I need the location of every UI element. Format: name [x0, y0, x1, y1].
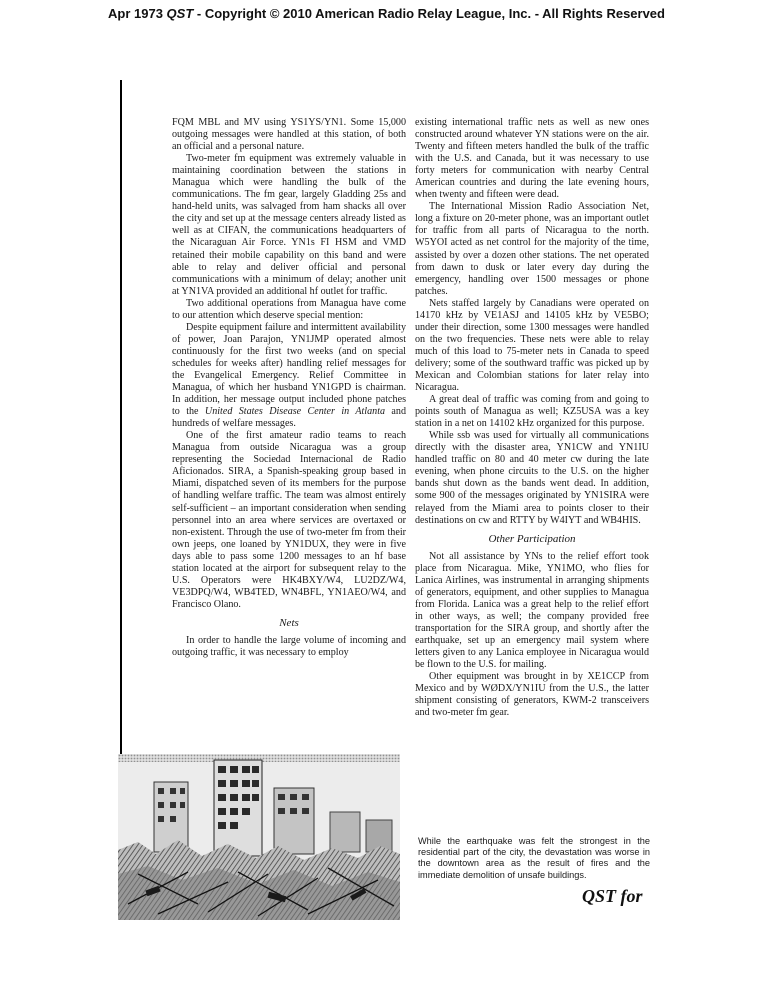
footer-magazine: QST — [582, 886, 617, 906]
banner-magazine: QST — [166, 6, 194, 21]
article-column-left — [172, 117, 406, 702]
paragraph: Two additional operations from Managua have come to our attention which deserve special mention: — [172, 297, 406, 321]
paragraph: In order to handle the large volume of incoming and outgoing traffic, it was necessary to employ — [172, 634, 406, 659]
paragraph: While ssb was used for virtually all communications directly with the disaster area, YN1CW and YN1IU handled traffic on 80 and 40 meter cw during the late evening, when phone circuits to the U.S. on the higher bands shut down as the bands went dead. In addition, some 900 of the messages originated by YN1SIRA were relayed from the Miami area to points closer to their destinations on cw and RTTY by W4IYT and WB4HIS. — [415, 430, 649, 526]
banner-date: Apr 1973 — [108, 6, 163, 21]
footer-running-title — [582, 886, 643, 907]
paragraph: Two-meter fm equipment was extremely valuable in maintaining coordination between the stations in Managua which were handling the bulk of the communications. The fm gear, largely Gladding 25s and hand-held units, was salvaged from ham shacks all over the city and set up at the message centers already listed as well as at CIFAN, the communications headquarters of the Nicaraguan Air Force. YN1s FI HSM and VMD retained their mobile capability on this band and were able to relay and deliver official and personal communications with a minimum of delay; another unit at YN1VA provided an additional hf outlet for traffic. — [172, 153, 406, 297]
paragraph-text: Despite equipment failure and intermittent availability of power, Joan Parajon, YN1JMP operated almost continuously for the first two weeks (and on special schedules for weeks after) handling relief messages for the Evangelical Emergency. Relief Committee in Managua, of which her husband YN1GPD is chairman. In addition, her message output included phone patches to the — [172, 321, 406, 418]
section-heading-nets: Nets — [279, 616, 299, 629]
paragraph-italic-text: United States Disease Center in Atlanta — [204, 406, 386, 418]
paragraph — [172, 322, 406, 430]
footer-suffix: for — [620, 886, 643, 906]
paragraph: FQM MBL and MV using YS1YS/YN1. Some 15,000 outgoing messages were handled at this station, of both an official and a personal nature. — [172, 117, 406, 153]
earthquake-photo — [118, 754, 400, 920]
photo-caption: While the earthquake was felt the strongest in the residential part of the city, the devastation was worse in the downtown area as the result of fires and the immediate demolition of unsafe buildings. — [418, 836, 650, 880]
paragraph: Not all assistance by YNs to the relief effort took place from Nicaragua. Mike, YN1MO, who flies for Lanica Airlines, was instrumental in arranging shipments of generators, equipment, and other supplies to Managua from Florida. Lanica was a great help to the relief effort in other ways, as well; the company provided free transportation for the SIRA group, and shortly after the earthquake, set up an emergency mail system where letters given to any Lanica employee in Nicaragua would be flown to the U.S. for mailing. — [415, 550, 649, 671]
paragraph: The International Mission Radio Association Net, long a fixture on 20-meter phone, was an important outlet for traffic from all parts of Nicaragua to the north. W5YOI acted as net control for the majority of the time, assisted by over a dozen other stations. The net operated from dawn to dusk or later every day during the emergency, handling over 1500 messages or phone patches. — [415, 201, 649, 297]
paragraph: Nets staffed largely by Canadians were operated on 14170 kHz by VE1ASJ and 14105 kHz by VE5BO; under their direction, some 1300 messages were handled on the two frequencies. These nets were able to relay much of this load to 75-meter nets in Canada to speed delivery; some of the southward traffic was picked up by Mexican and Colombian stations for later relay into Nicaragua. — [415, 297, 649, 394]
paragraph: existing international traffic nets as well as new ones constructed around whatever YN stations were on the air. Twenty and fifteen meters handled the bulk of the traffic with the U.S. and Canada, but it was necessary to use forty meters for communication with nearby Central American countries and during the late evening hours, when twenty and fifteen were dead. — [415, 117, 649, 201]
paragraph: One of the first amateur radio teams to reach Managua from outside Nicaragua was a group representing the Sociedad Internacional de Radio Aficionados. SIRA, a Spanish-speaking group based in Miami, dispatched seven of its members for the purpose of handling welfare traffic. The team was almost entirely self-sufficient – an important consideration when sending personnel into an area where services are overtaxed or non-existent. Through the use of two-meter fm from their own jeeps, one loaned by YN1DUX, they were in five days able to pass some 1200 messages to an hf base station located at the airport for subsequent relay to the U.S. Operators were HK4BXY/W4, LU2DZ/W4, VE3DPQ/W4, WB4TED, WN4BFL, YN1AEO/W4, and Francisco Olano. — [172, 430, 406, 610]
copyright-banner — [0, 6, 773, 21]
paragraph-text: and hundreds of welfare messages. — [172, 406, 406, 430]
paragraph: A great deal of traffic was coming from and going to points south of Managua as well; KZ5USA was a key station in a net on 14102 kHz organized for this purpose. — [415, 394, 649, 430]
banner-rights: - Copyright © 2010 American Radio Relay League, Inc. - All Rights Reserved — [196, 6, 665, 21]
ruins-illustration-icon — [118, 754, 400, 920]
section-heading-other-participation: Other Participation — [488, 532, 576, 545]
article-column-right — [415, 117, 649, 767]
paragraph: Other equipment was brought in by XE1CCP from Mexico and by WØDX/YN1IU from the U.S., the latter shipment consisting of generators, KWM-2 transceivers and two-meter fm gear. — [415, 671, 649, 719]
